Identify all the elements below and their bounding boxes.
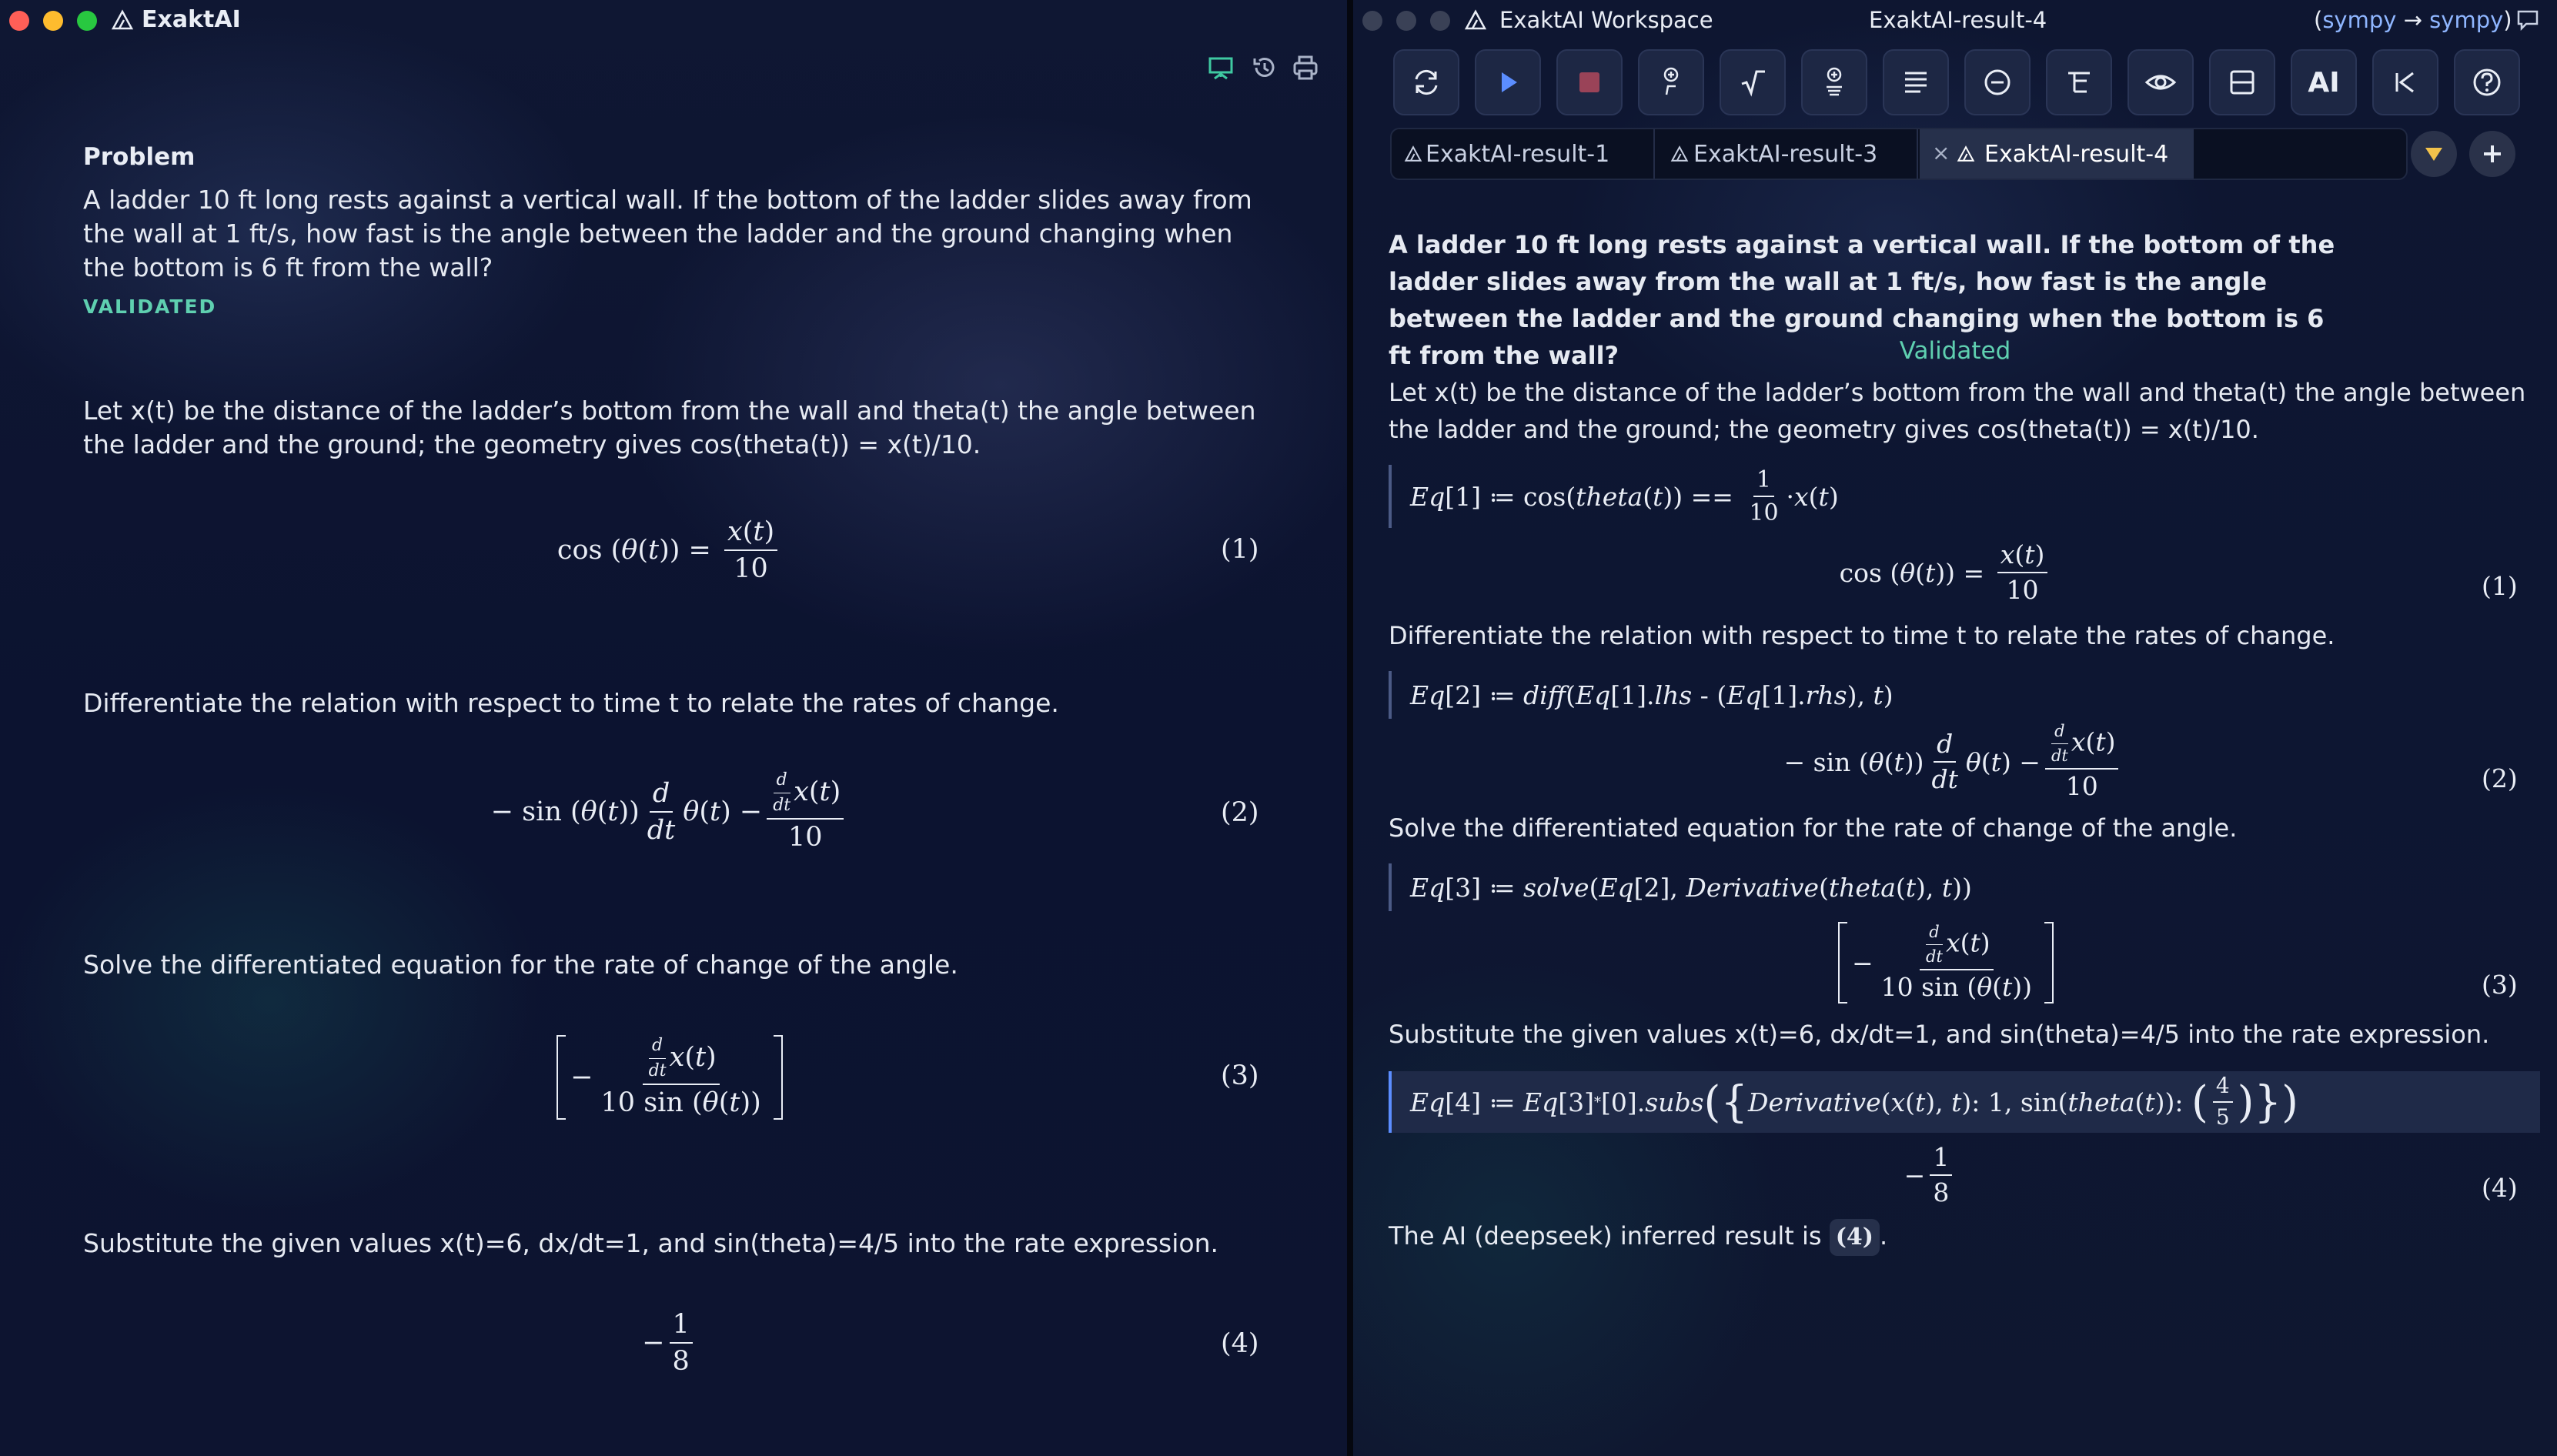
result-reference-chip[interactable]: (4): [1830, 1219, 1880, 1256]
left-window-title: ExaktAI: [142, 6, 241, 33]
ai-label: AI: [2308, 66, 2340, 99]
exaktai-logo-icon: [111, 8, 134, 32]
help-button[interactable]: [2454, 49, 2520, 115]
kernel-from: sympy: [2322, 7, 2397, 33]
presentation-icon[interactable]: [1207, 54, 1235, 82]
insert-formula-icon: [1654, 65, 1688, 99]
equation-4-number: (4): [1221, 1328, 1259, 1359]
history-icon[interactable]: [1250, 54, 1278, 82]
step-3-text: Solve the differentiated equation for the rate of change of the angle.: [83, 950, 958, 980]
tab-menu-button[interactable]: [2411, 131, 2457, 177]
kernel-to: sympy: [2429, 7, 2504, 33]
help-icon: [2470, 65, 2504, 99]
step-4-text: Substitute the given values x(t)=6, dx/dt=1, and sin(theta)=4/5 into the rate expression.: [1389, 1020, 2490, 1049]
conclusion-suffix: .: [1879, 1221, 1888, 1251]
kernel-close-paren: ): [2503, 7, 2512, 33]
validated-badge: VALIDATED: [83, 296, 217, 318]
refresh-button[interactable]: [1393, 49, 1459, 115]
remove-button[interactable]: [1964, 49, 2031, 115]
insert-text-button[interactable]: [1801, 49, 1867, 115]
minus-circle-icon: [1980, 65, 2014, 99]
exaktai-tab-icon: [1957, 145, 1975, 163]
code-input-3[interactable]: Eq [3] ≔ solve ( Eq [2], Derivative ( theta ( t ), t )): [1389, 863, 1972, 911]
split-icon: [2225, 65, 2259, 99]
equation-4-number: (4): [2482, 1173, 2518, 1203]
run-button[interactable]: [1475, 49, 1541, 115]
code-input-4[interactable]: Eq [4] ≔ Eq [3] * [0]. subs ( { Derivative ( x ( t ), t ): 1, sin( theta ( t )): ( $\frac{4}{5}$ ) } ): [1410, 1073, 2298, 1130]
equation-3: − $\frac{d}{dt}$ x(t) 10 sin (θ(t)): [462, 1024, 877, 1131]
kernel-open-paren: (: [2314, 7, 2323, 33]
window-divider: [1347, 0, 1353, 1456]
close-window-button[interactable]: [9, 11, 29, 31]
tab-label: ExaktAI-result-1: [1426, 140, 1610, 168]
step-2-text: Differentiate the relation with respect to time t to relate the rates of change.: [83, 688, 1059, 718]
ai-button[interactable]: [2291, 49, 2357, 115]
equation-2-number: (2): [1221, 797, 1259, 828]
kernel-arrow: →: [2396, 7, 2430, 33]
exaktai-logo-icon: [1464, 8, 1487, 32]
close-tab-icon[interactable]: ×: [1932, 140, 1950, 165]
exaktai-tab-icon: [1404, 145, 1422, 163]
step-3-text: Solve the differentiated equation for the rate of change of the angle.: [1389, 813, 2238, 843]
outline-button[interactable]: [2046, 49, 2112, 115]
kernel-indicator[interactable]: [2314, 7, 2512, 33]
equation-1: cos ( θ ( t )) = $\frac{x(t)}{10}$: [1738, 534, 2154, 611]
preview-button[interactable]: [2127, 49, 2194, 115]
equation-2-number: (2): [2482, 763, 2518, 793]
align-button[interactable]: [1883, 49, 1949, 115]
stop-button[interactable]: [1556, 49, 1623, 115]
left-titlebar: [0, 0, 1347, 40]
eye-icon: [2144, 65, 2178, 99]
step-1-text: Let x(t) be the distance of the ladder’s bottom from the wall and theta(t) the angle between the ladder and the ground; the geometry gives cos(theta(t)) = x(t)/10.: [83, 396, 1256, 459]
equation-3: − $\frac{d}{dt}$ x(t) 10 sin (θ(t)): [1769, 913, 2123, 1013]
tab-result-1[interactable]: [1393, 129, 1655, 179]
right-window-title: ExaktAI Workspace: [1499, 7, 1713, 33]
equation-1: cos ( θ ( t )) = $\frac{x(t)}{10}$: [431, 508, 908, 593]
equation-1-number: (1): [1221, 534, 1259, 565]
chevron-down-icon: [2423, 145, 2445, 163]
tab-result-3[interactable]: [1656, 129, 1918, 179]
stop-icon: [1573, 65, 1606, 99]
problem-statement: A ladder 10 ft long rests against a vertical wall. If the bottom of the ladder slides away from the wall at 1 ft/s, how fast is the angle between the ladder and the ground changing when the bottom is 6 ft from the wall?: [83, 185, 1252, 282]
equation-4: − $\frac{1}{8}$: [1861, 1133, 2000, 1217]
skip-start-button[interactable]: [2372, 49, 2438, 115]
sqrt-icon: [1736, 65, 1770, 99]
step-2-text: Differentiate the relation with respect to time t to relate the rates of change.: [1389, 621, 2335, 650]
code-input-1[interactable]: Eq [1] ≔ cos( theta ( t )) == $\frac{1}{10}$ · x ( t ): [1389, 465, 1839, 528]
sqrt-button[interactable]: [1720, 49, 1786, 115]
new-tab-button[interactable]: [2469, 131, 2515, 177]
step-4-text: Substitute the given values x(t)=6, dx/dt=1, and sin(theta)=4/5 into the rate expression.: [83, 1228, 1218, 1258]
zoom-window-button[interactable]: [77, 11, 97, 31]
equation-1-number: (1): [2482, 571, 2518, 601]
equation-4: − $\frac{1}{8}$: [600, 1301, 739, 1385]
equation-2: − sin ( θ ( t )) $\frac{d}{dt}$ θ ( t ) − $\frac{d}{dt}$ x(t) 10: [400, 762, 939, 862]
equation-3-number: (3): [1221, 1060, 1259, 1091]
refresh-icon: [1409, 65, 1443, 99]
align-icon: [1899, 65, 1933, 99]
exaktai-tab-icon: [1670, 145, 1689, 163]
right-titlebar: [1353, 0, 2557, 40]
minimize-window-button[interactable]: [1396, 11, 1416, 31]
validated-label: Validated: [1899, 337, 2011, 365]
zoom-window-button[interactable]: [1430, 11, 1450, 31]
play-icon: [1491, 65, 1525, 99]
tab-label: ExaktAI-result-4: [1984, 140, 2169, 168]
tab-label: ExaktAI-result-3: [1693, 140, 1878, 168]
document-title: ExaktAI-result-4: [1869, 7, 2047, 33]
equation-2: − sin ( θ ( t )) $\frac{d}{dt}$ θ ( t ) − $\frac{d}{dt}$ x(t) 10: [1676, 716, 2231, 808]
conclusion: [1389, 1217, 2528, 1256]
skip-start-icon: [2388, 65, 2422, 99]
minimize-window-button[interactable]: [43, 11, 63, 31]
tab-result-4[interactable]: [1920, 129, 2194, 179]
close-window-button[interactable]: [1362, 11, 1382, 31]
right-window: [1353, 0, 2557, 1456]
comment-icon[interactable]: [2515, 8, 2540, 32]
print-icon[interactable]: [1292, 54, 1319, 82]
equation-3-number: (3): [2482, 970, 2518, 1000]
insert-text-icon: [1817, 65, 1851, 99]
split-button[interactable]: [2209, 49, 2275, 115]
outline-icon: [2062, 65, 2096, 99]
problem-heading: Problem: [83, 143, 196, 171]
step-1-text: Let x(t) be the distance of the ladder’s bottom from the wall and theta(t) the angle between the ladder and the ground; the geometry gives cos(theta(t)) = x(t)/10.: [1389, 378, 2526, 444]
plus-icon: [2481, 142, 2504, 165]
code-input-2[interactable]: Eq [2] ≔ diff ( Eq [1]. lhs - ( Eq [1]. rhs ), t ): [1389, 671, 1894, 719]
insert-formula-button[interactable]: [1638, 49, 1704, 115]
conclusion-text: The AI (deepseek) inferred result is: [1389, 1221, 1822, 1251]
problem-statement: A ladder 10 ft long rests against a vertical wall. If the bottom of the ladder slides away from the wall at 1 ft/s, how fast is the angle between the ladder and the ground changing when the bottom is 6 ft from the wall?: [1389, 230, 2335, 370]
